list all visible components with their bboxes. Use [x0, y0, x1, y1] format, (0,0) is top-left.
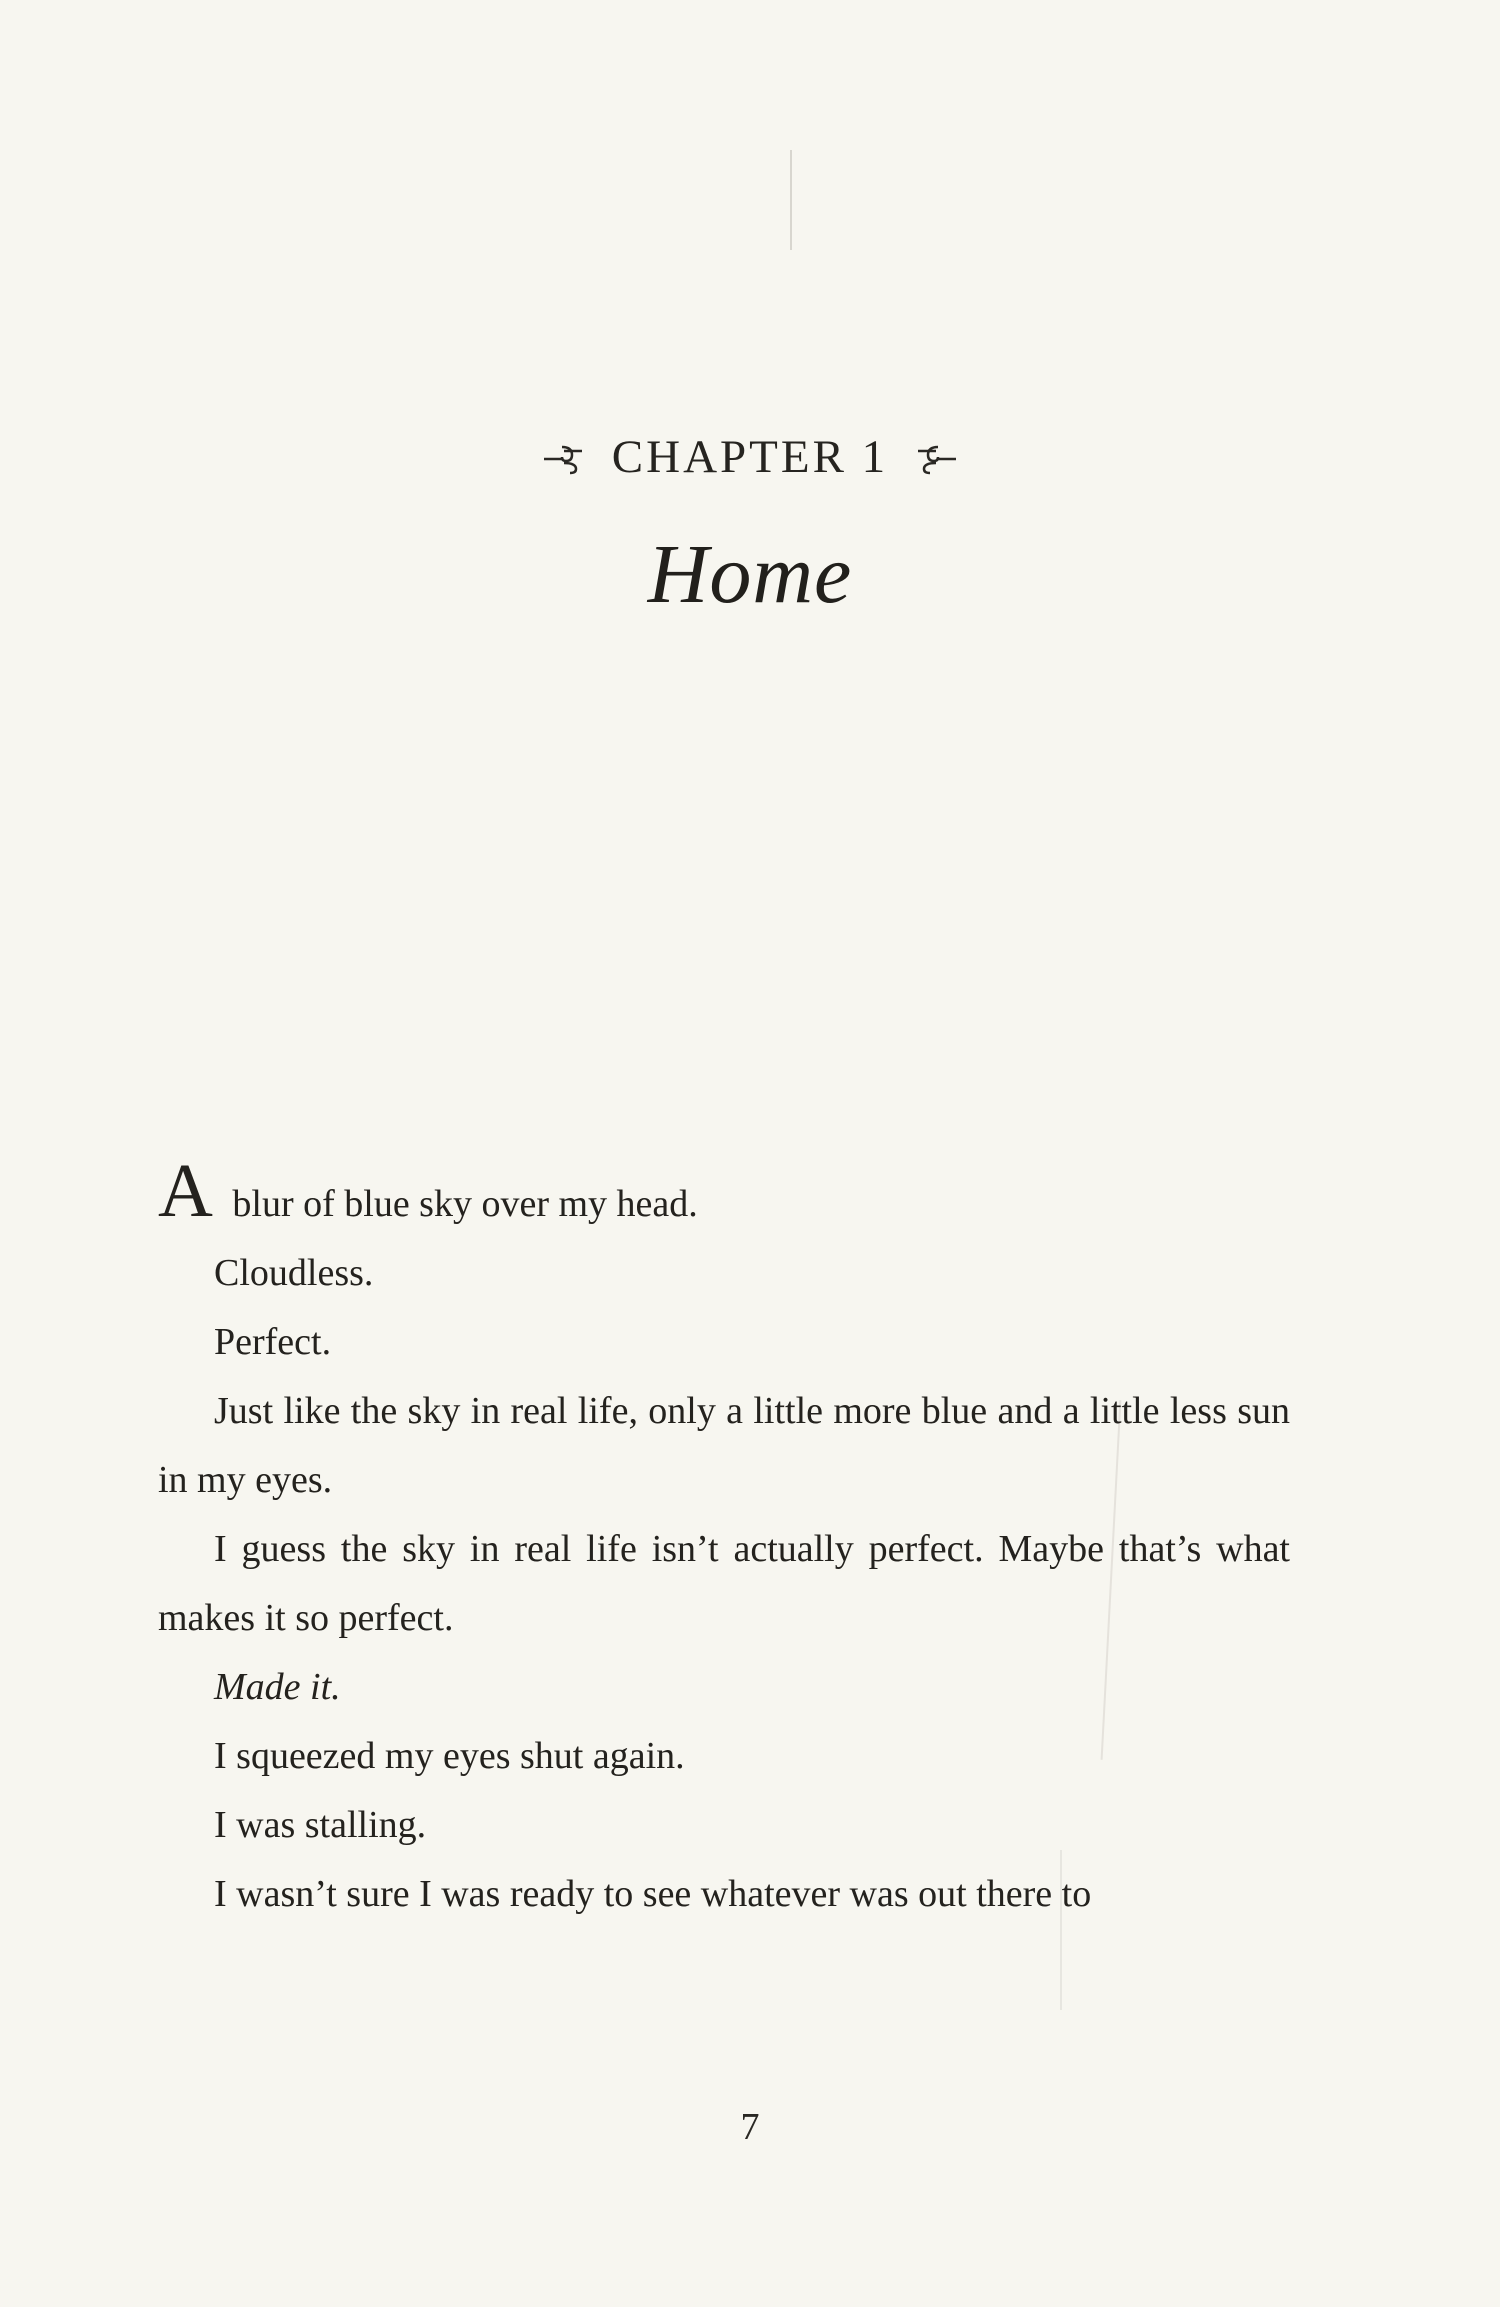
chapter-header — [0, 430, 1500, 623]
paragraph-5: I guess the sky in real life isn’t actually perfect. Maybe that’s what makes it so perfect. — [158, 1528, 1290, 1639]
drop-cap: A — [158, 1149, 213, 1233]
paragraph-4: Just like the sky in real life, only a little more blue and a little less sun in my eyes. — [158, 1390, 1290, 1501]
chapter-body — [158, 1149, 1290, 1929]
paragraph-6: Made it. — [214, 1666, 341, 1708]
chapter-label-row — [542, 430, 958, 484]
paragraph-1-text: blur of blue sky over my head. — [222, 1183, 698, 1225]
paragraph-8: I was stalling. — [214, 1804, 427, 1846]
paragraph-1 — [158, 1149, 1290, 1239]
page-number: 7 — [740, 2106, 760, 2148]
paragraph-9: I wasn’t sure I was ready to see whatever was out there to — [214, 1873, 1092, 1915]
paragraph-3: Perfect. — [214, 1321, 332, 1363]
scroll-ornament-left-icon — [542, 437, 590, 477]
chapter-label: CHAPTER 1 — [611, 431, 889, 483]
paper-crease-top — [790, 150, 792, 250]
chapter-title: Home — [647, 528, 853, 621]
paragraph-7: I squeezed my eyes shut again. — [214, 1735, 685, 1777]
paragraph-2: Cloudless. — [214, 1252, 374, 1294]
scroll-ornament-right-icon — [910, 437, 958, 477]
